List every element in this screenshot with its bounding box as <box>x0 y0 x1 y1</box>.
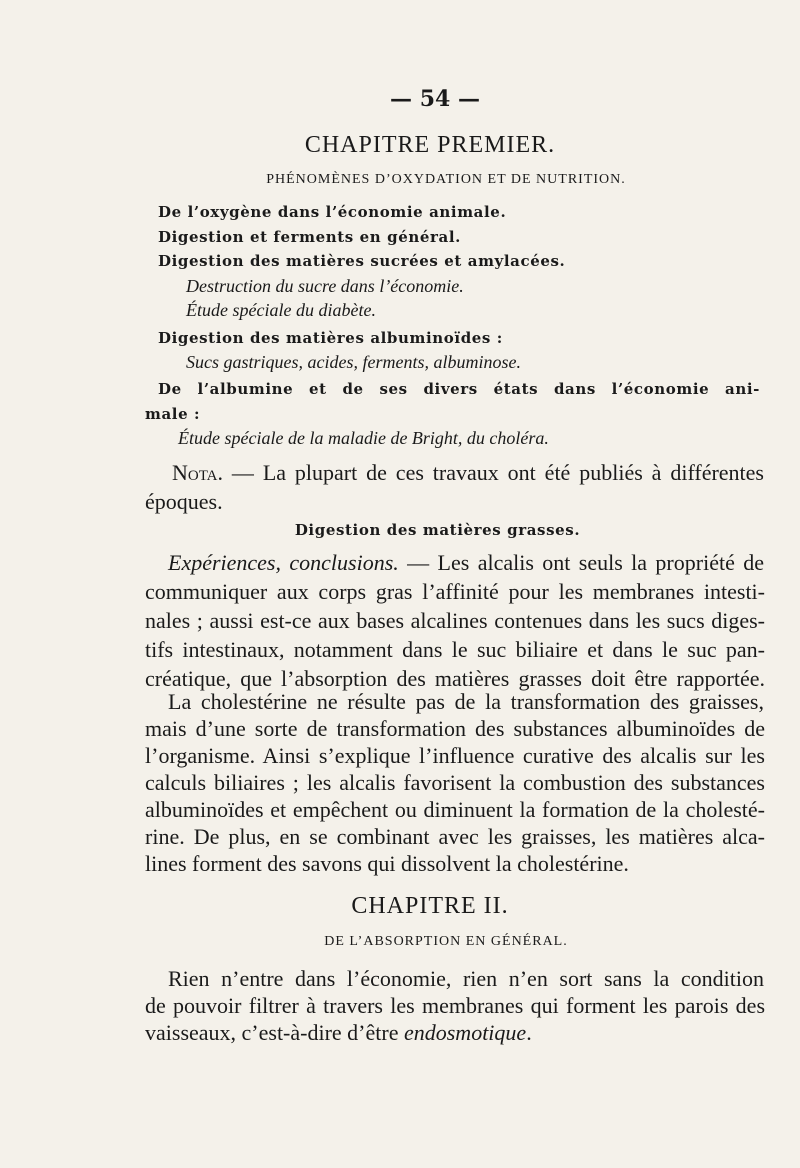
para1-line-3: nales ; aussi est-ce aux bases alcalines contenues dans les sucs diges- <box>145 608 765 633</box>
para1-line-5: créatique, que l’absorption des matières grasses doit être rapportée. <box>145 666 765 691</box>
toc-sub-diabete: Étude spéciale du diabète. <box>186 300 376 320</box>
chapter-1-subtitle: PHÉNOMÈNES D’OXYDATION ET DE NUTRITION. <box>266 172 626 187</box>
para1-line-1 <box>168 550 764 576</box>
para3-line-3 <box>145 1020 765 1046</box>
chapter-2-title: CHAPITRE II. <box>351 893 509 919</box>
chapter-2-subtitle: DE L’ABSORPTION EN GÉNÉRAL. <box>324 934 568 949</box>
para2-line-1: La cholestérine ne résulte pas de la transformation des graisses, <box>168 689 764 714</box>
page-number: — 54 — <box>390 86 480 112</box>
para2-line-6: rine. De plus, en se combinant avec les graisses, les matières alca- <box>145 824 765 849</box>
toc-sub-sucs-gastriques: Sucs gastriques, acides, ferments, albuminose. <box>186 352 521 372</box>
toc-item-albumine: De l’albumine et de ses divers états dans l’économie ani- <box>158 380 760 398</box>
para3-line-1: Rien n’entre dans l’économie, rien n’en sort sans la condition <box>168 966 764 991</box>
section-heading-graisses: Digestion des matières grasses. <box>294 521 581 539</box>
para3-italic-endosmotique: endosmotique <box>403 1020 527 1045</box>
para2-line-4: calculs biliaires ; les alcalis favorisent la combustion des substances <box>145 770 765 795</box>
toc-item-albuminoides: Digestion des matières albuminoïdes : <box>158 329 503 347</box>
para1-italic-lead: Expériences, conclusions. <box>168 550 399 575</box>
para2-line-2: mais d’une sorte de transformation des substances albuminoïdes de <box>145 716 765 741</box>
para2-line-5: albuminoïdes et empêchent ou diminuent la formation de la cholesté- <box>145 797 765 822</box>
para2-line-7: lines forment des savons qui dissolvent la cholestérine. <box>145 851 629 876</box>
para3-line-3-end: . <box>526 1020 532 1045</box>
nota-text: — La plupart de ces travaux ont été publiés à différentes <box>223 460 764 485</box>
para2-line-3: l’organisme. Ainsi s’explique l’influence curative des alcalis sur les <box>145 743 765 768</box>
para1-line-1-rest: — Les alcalis ont seuls la propriété de <box>398 550 764 575</box>
nota-label: Nota. <box>172 460 224 485</box>
toc-item-matieres-sucrees: Digestion des matières sucrées et amylacées. <box>158 252 566 270</box>
toc-item-albumine-cont: male : <box>145 405 201 423</box>
nota-line-1 <box>172 460 764 486</box>
para3-line-2: de pouvoir filtrer à travers les membranes qui forment les parois des <box>145 993 765 1018</box>
toc-sub-destruction-sucre: Destruction du sucre dans l’économie. <box>186 276 464 296</box>
para1-line-4: tifs intestinaux, notamment dans le suc biliaire et dans le suc pan- <box>145 637 765 662</box>
nota-line-2: époques. <box>145 489 223 514</box>
toc-item-digestion-ferments: Digestion et ferments en général. <box>158 228 461 246</box>
chapter-1-title: CHAPITRE PREMIER. <box>304 132 556 158</box>
toc-item-oxygene: De l’oxygène dans l’économie animale. <box>158 203 507 221</box>
toc-sub-bright-cholera: Étude spéciale de la maladie de Bright, du choléra. <box>178 428 549 448</box>
para3-line-3-start: vaisseaux, c’est-à-dire d’être <box>145 1020 404 1045</box>
para1-line-2: communiquer aux corps gras l’affinité pour les membranes intesti- <box>145 579 765 604</box>
